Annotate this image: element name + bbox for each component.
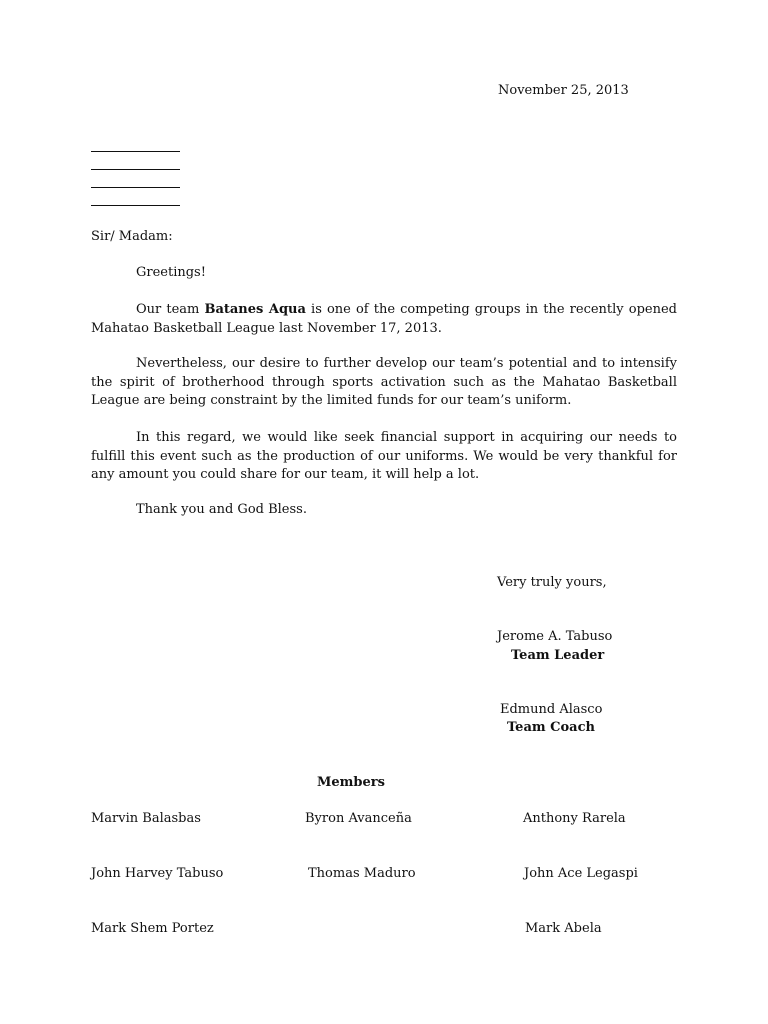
member-name: Mark Abela [525,921,602,936]
complimentary-close: Very truly yours, [497,575,607,590]
team-name: Batanes Aqua [204,302,306,317]
greeting: Greetings! [136,265,206,280]
closing-line: Thank you and God Bless. [136,502,307,517]
members-heading: Members [317,775,385,790]
member-name: Byron Avanceña [305,811,412,826]
signatory-name: Jerome A. Tabuso [497,629,613,644]
member-name: Anthony Rarela [523,811,626,826]
member-name: John Harvey Tabuso [91,866,224,881]
member-name: John Ace Legaspi [524,866,638,881]
body-paragraph-1 [91,301,677,338]
signatory-title: Team Coach [507,720,595,735]
recipient-blank-line [91,187,180,188]
body-paragraph-3: In this regard, we would like seek financial support in acquiring our needs to fulfill this event such as the production of our uniforms. We would be very thankful for any amount you could share for our team, it will help a lot. [91,430,677,482]
letter-date: November 25, 2013 [498,83,629,98]
recipient-blank-line [91,151,180,152]
signatory-name: Edmund Alasco [500,702,603,717]
member-name: Mark Shem Portez [91,921,214,936]
member-name: Thomas Maduro [308,866,416,881]
body-paragraph-2: Nevertheless, our desire to further develop our team’s potential and to intensify the spirit of brotherhood through sports activation such as the Mahatao Basketball League are being constraint by the limited funds for our team’s uniform. [91,356,677,408]
recipient-blank-line [91,205,180,206]
paragraph-1-before: Our team [136,302,205,317]
salutation: Sir/ Madam: [91,229,173,244]
signatory-title: Team Leader [511,648,605,663]
recipient-blank-line [91,169,180,170]
member-name: Marvin Balasbas [91,811,201,826]
paragraph-1-after: is one of the competing groups in the recently opened Mahatao Basketball League last November 17, 2013. [91,302,677,336]
